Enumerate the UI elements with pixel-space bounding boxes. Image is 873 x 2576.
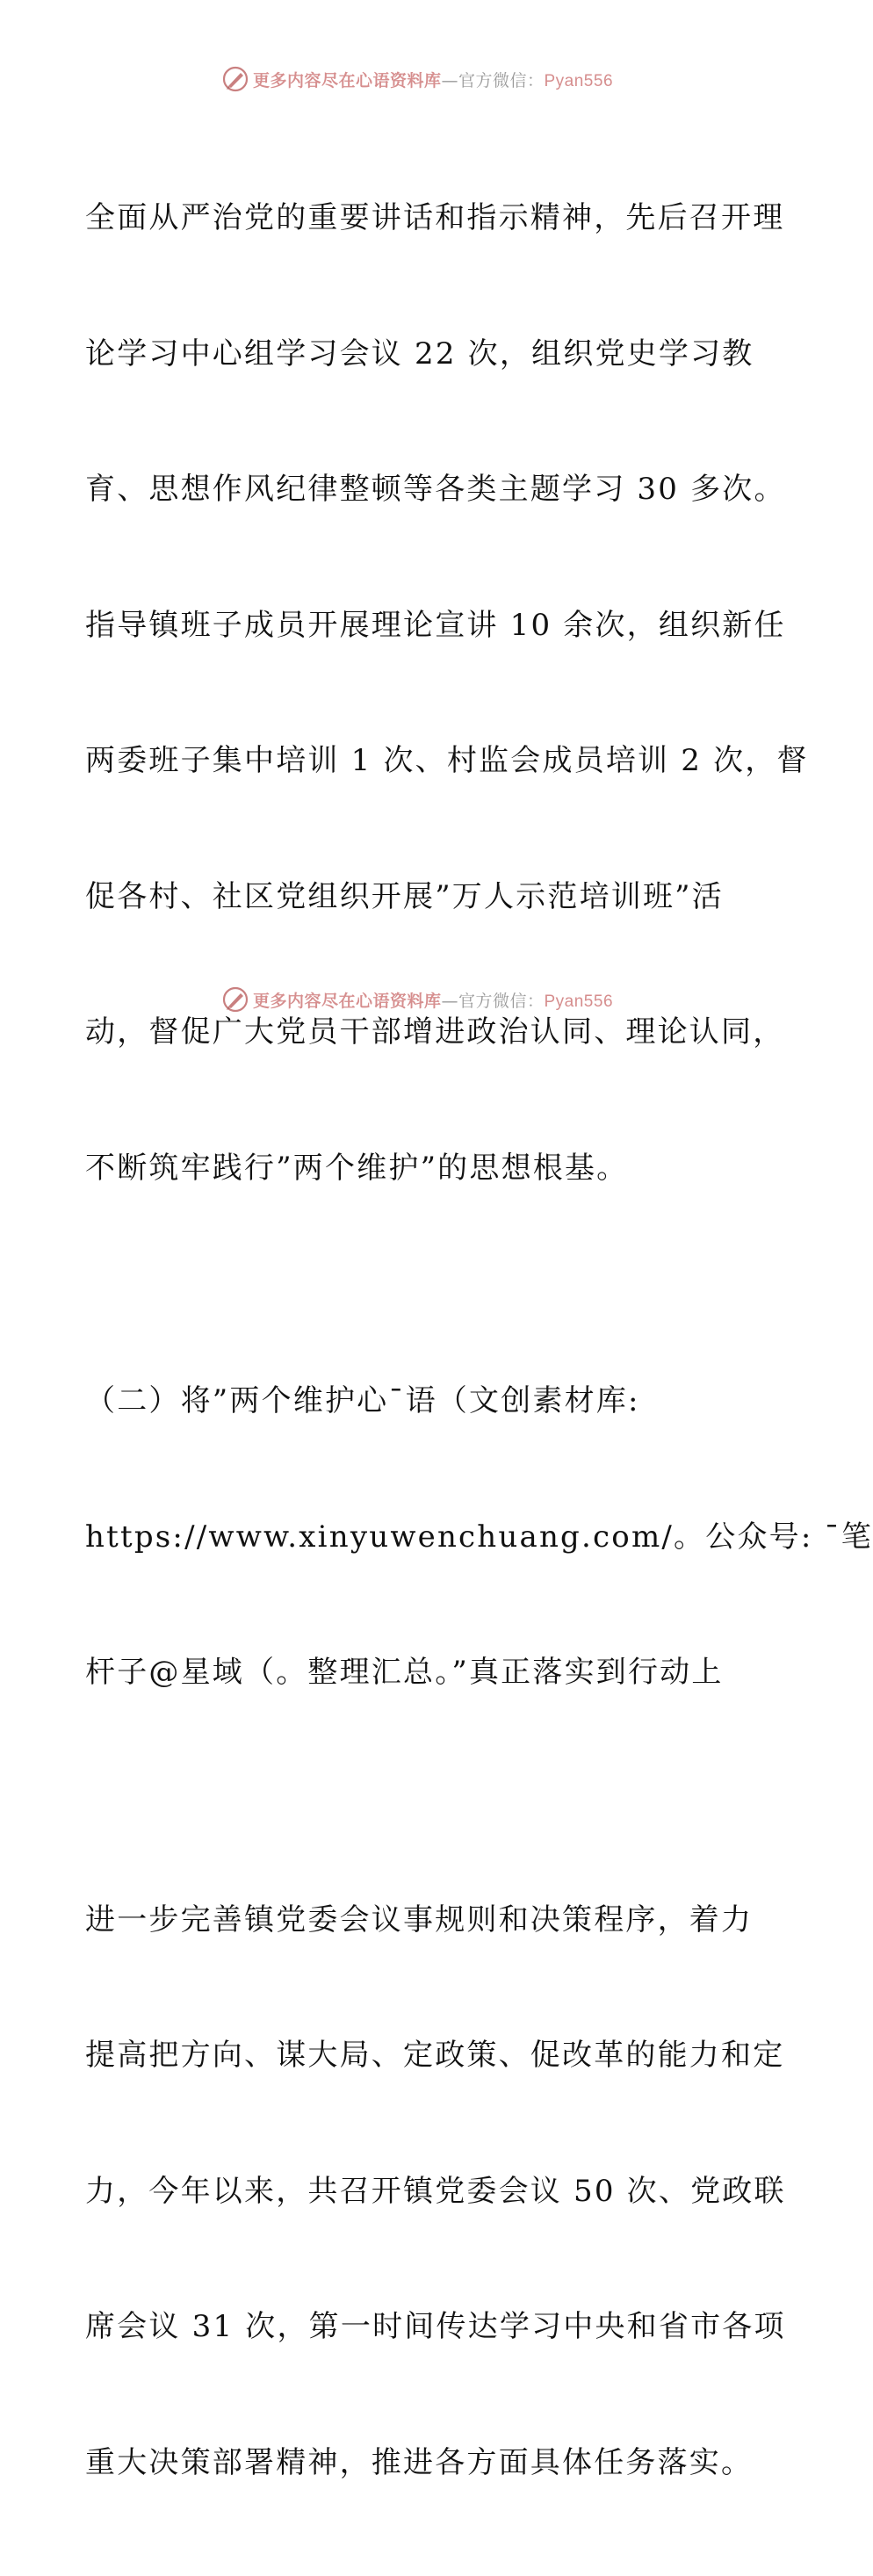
text-line: 席会议 31 次，第一时间传达学习中央和省市各项 [85,2305,753,2350]
text-line: 进一步完善镇党委会议事规则和决策程序，着力 [85,1898,753,1944]
text-line: https://www.xinyuwenchuang.com/。公众号: ¯笔 [85,1515,753,1561]
watermark-main: 更多内容尽在心语资料库 [253,992,442,1011]
watermark-text [253,988,613,1012]
text-line: 力，今年以来，共召开镇党委会议 50 次、党政联 [85,2169,753,2215]
paragraph-1 [85,105,753,1281]
text-line: 育、思想作风纪律整顿等各类主题学习 30 多次。 [85,467,753,513]
text-line: 动，督促广大党员干部增进政治认同、理论认同， [85,1010,753,1056]
text-line: （二）将”两个维护心¯语（文创素材库: [85,1379,753,1425]
text-line: 杆子@星域（。整理汇总。”真正落实到行动上 [85,1650,753,1696]
watermark-id: Pyan556 [545,992,614,1011]
paragraph-3 [85,1808,753,2576]
text-line: 全面从严治党的重要讲话和指示精神，先后召开理 [85,196,753,242]
paragraph-2 [85,1288,753,1786]
text-line: 提高把方向、谋大局、定政策、促改革的能力和定 [85,2033,753,2079]
text-line: 指导镇班子成员开展理论宣讲 10 余次，组织新任 [85,603,753,649]
watermark-sub: 官方微信： [458,71,545,90]
watermark-dash: — [441,992,458,1011]
header-watermark [0,61,834,97]
watermark-id: Pyan556 [545,72,614,90]
text-line: 不断筑牢践行”两个维护”的思想根基。 [85,1146,753,1192]
pen-logo-icon [221,65,249,93]
footer-watermark [0,982,834,1017]
text-line: 两委班子集中培训 1 次、村监会成员培训 2 次，督 [85,739,753,784]
pen-logo-icon [221,985,249,1014]
text-line: 论学习中心组学习会议 22 次，组织党史学习教 [85,332,753,378]
text-line: 重大决策部署精神，推进各方面具体任务落实。 [85,2441,753,2486]
watermark-sub: 官方微信： [458,992,545,1011]
text-line: 促各村、社区党组织开展”万人示范培训班”活 [85,875,753,920]
document-body [85,105,753,2576]
watermark-main: 更多内容尽在心语资料库 [253,71,442,90]
watermark-text [253,68,613,91]
watermark-dash: — [441,71,458,90]
